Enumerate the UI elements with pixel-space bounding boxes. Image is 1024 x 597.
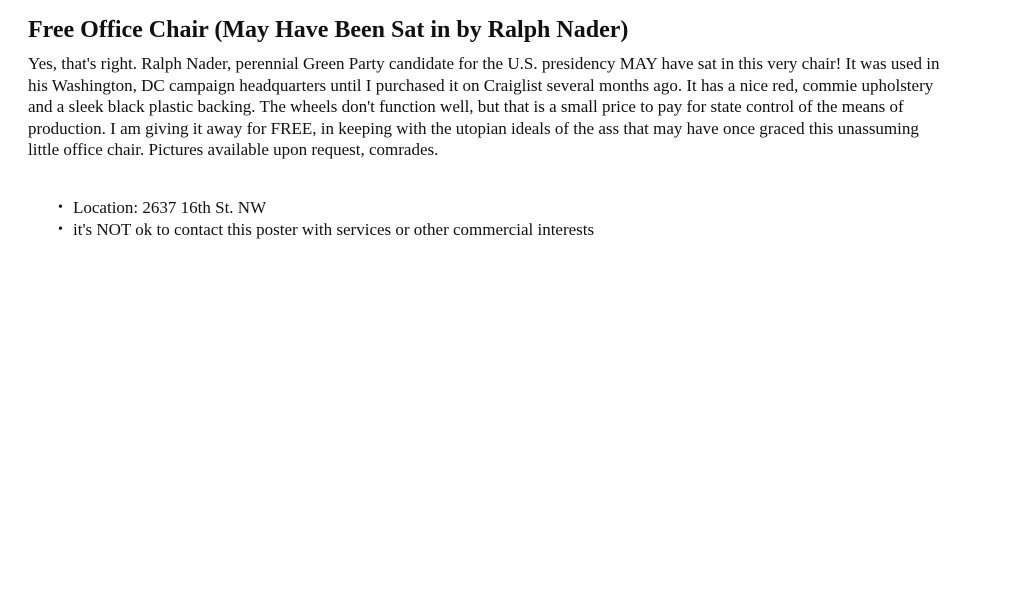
attribute-contact-notice <box>58 219 958 241</box>
bullet-icon: • <box>58 199 63 215</box>
contact-notice-text: it's NOT ok to contact this poster with services or other commercial interests <box>73 219 595 239</box>
posting-body: Yes, that's right. Ralph Nader, perennial Green Party candidate for the U.S. presidency MAY have sat in this very chair! It was used in his Washington, DC campaign headquarters until I purchased it on Craiglist several months ago. It has a nice red, commie upholstery and a sleek black plastic backing. The wheels don't function well, but that is a small price to pay for state control of the means of production. I am giving it away for FREE, in keeping with the utopian ideals of the ass that may have once graced this unassuming little office chair. Pictures available upon request, comrades. <box>28 54 940 160</box>
posting-attributes-list <box>28 197 958 241</box>
posting-title: Free Office Chair (May Have Been Sat in by Ralph Nader) <box>28 17 629 43</box>
attribute-location <box>58 197 958 219</box>
posting-page <box>0 0 958 241</box>
location-text: Location: 2637 16th St. NW <box>73 197 267 217</box>
bullet-icon: • <box>58 221 63 237</box>
